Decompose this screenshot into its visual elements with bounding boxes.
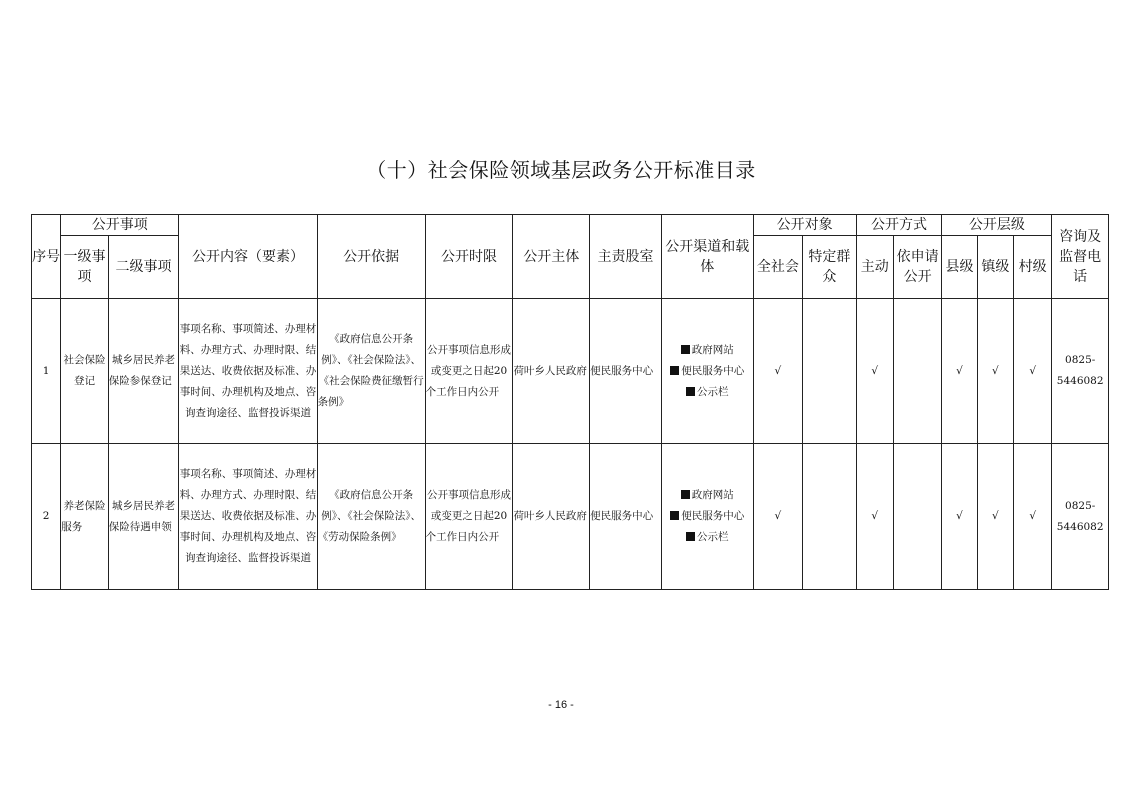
cell-seq: 2 [32,444,61,590]
black-square-icon [686,532,695,541]
black-square-icon [681,345,690,354]
header-channel: 公开渠道和载体 [661,215,753,299]
channel-item: 便民服务中心 [662,506,753,527]
channel-item: 政府网站 [662,340,753,361]
cell-subject: 荷叶乡人民政府 [513,444,590,590]
black-square-icon [681,490,690,499]
channel-item: 公示栏 [662,527,753,548]
cell-active: √ [856,444,893,590]
cell-basis: 《政府信息公开条例》、《社会保险法》、《劳动保险条例》 [317,444,425,590]
header-target-group: 公开对象 [753,215,856,236]
header-on-request: 依申请公开 [893,236,941,299]
table-row [32,444,1109,590]
header-method-group: 公开方式 [856,215,942,236]
table-header [32,215,1109,299]
channel-item: 政府网站 [662,485,753,506]
cell-all-society: √ [753,444,802,590]
cell-on-request [893,444,941,590]
black-square-icon [670,511,679,520]
catalog-table [31,214,1109,590]
cell-content: 事项名称、事项简述、办理材料、办理方式、办理时限、结果送达、收费依据及标准、办事时间、办理机构及地点、咨询查询途径、监督投诉渠道 [179,444,317,590]
header-subject: 公开主体 [513,215,590,299]
cell-all-society: √ [753,299,802,444]
header-specific-group: 特定群众 [803,236,856,299]
cell-town: √ [977,299,1013,444]
page-number: - 16 - [548,699,574,711]
cell-level2: 城乡居民养老保险参保登记 [108,299,179,444]
header-county: 县级 [942,236,977,299]
header-village: 村级 [1014,236,1052,299]
header-level1: 一级事项 [61,236,108,299]
channel-item: 公示栏 [662,382,753,403]
black-square-icon [686,387,695,396]
header-town: 镇级 [977,236,1013,299]
cell-time-limit: 公开事项信息形成或变更之日起20个工作日内公开 [425,299,513,444]
cell-town: √ [977,444,1013,590]
cell-channel [661,444,753,590]
cell-village: √ [1014,299,1052,444]
header-phone: 咨询及监督电话 [1052,215,1109,299]
page-title: （十）社会保险领域基层政务公开标准目录 [366,158,756,182]
cell-village: √ [1014,444,1052,590]
cell-level1: 养老保险服务 [61,444,108,590]
cell-level2: 城乡居民养老保险待遇申领 [108,444,179,590]
cell-specific-group [803,299,856,444]
cell-seq: 1 [32,299,61,444]
cell-content: 事项名称、事项简述、办理材料、办理方式、办理时限、结果送达、收费依据及标准、办事时间、办理机构及地点、咨询查询途径、监督投诉渠道 [179,299,317,444]
cell-phone: 0825-5446082 [1052,299,1109,444]
cell-level1: 社会保险登记 [61,299,108,444]
header-dept: 主责股室 [590,215,662,299]
header-level-group: 公开层级 [942,215,1052,236]
cell-channel [661,299,753,444]
channel-item: 便民服务中心 [662,361,753,382]
header-basis: 公开依据 [317,215,425,299]
header-matter-group: 公开事项 [61,215,179,236]
header-time-limit: 公开时限 [425,215,513,299]
cell-county: √ [942,299,977,444]
header-level2: 二级事项 [108,236,179,299]
cell-time-limit: 公开事项信息形成或变更之日起20个工作日内公开 [425,444,513,590]
cell-dept: 便民服务中心 [590,444,662,590]
cell-on-request [893,299,941,444]
cell-specific-group [803,444,856,590]
header-all-society: 全社会 [753,236,802,299]
header-active: 主动 [856,236,893,299]
header-content: 公开内容（要素） [179,215,317,299]
cell-county: √ [942,444,977,590]
cell-dept: 便民服务中心 [590,299,662,444]
cell-subject: 荷叶乡人民政府 [513,299,590,444]
table-row [32,299,1109,444]
cell-phone: 0825-5446082 [1052,444,1109,590]
black-square-icon [670,366,679,375]
cell-basis: 《政府信息公开条例》、《社会保险法》、《社会保险费征缴暂行条例》 [317,299,425,444]
header-seq: 序号 [32,215,61,299]
cell-active: √ [856,299,893,444]
